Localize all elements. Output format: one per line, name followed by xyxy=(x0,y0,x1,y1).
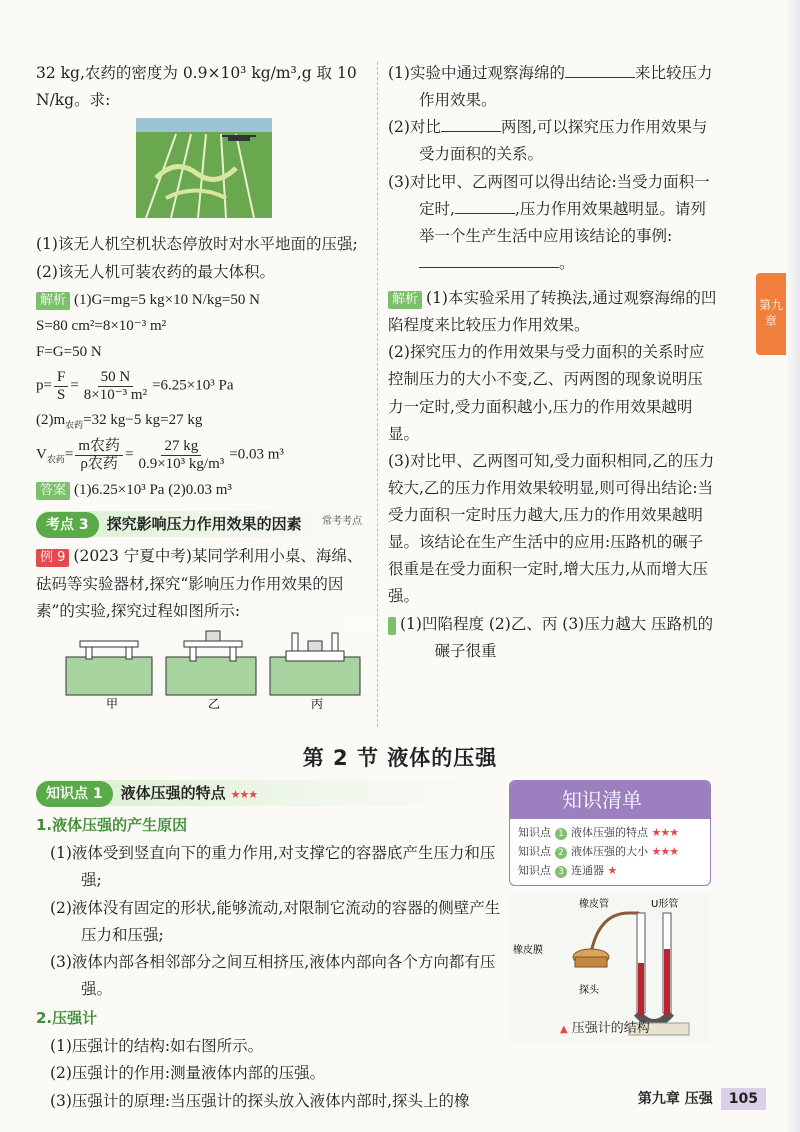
solution-line-1 xyxy=(36,286,368,313)
label-rubber-membrane: 橡皮膜 xyxy=(513,945,543,956)
example-tag: 例 9 xyxy=(36,549,69,567)
right-question-3: (3)对比甲、乙两图可以得出结论:当受力面积一定时, ,压力作用效果越明显。请列举一个生产生活中应用该结论的事例:。 xyxy=(388,172,710,272)
answer-blank-4[interactable] xyxy=(419,253,479,268)
page-edge-shadow xyxy=(786,0,800,1132)
page-number: 105 xyxy=(721,1088,766,1110)
answer-tag-right: 答案 xyxy=(388,617,396,635)
formula-lhs: p= xyxy=(36,377,52,394)
page-footer xyxy=(638,1088,766,1110)
answer-blank-3[interactable] xyxy=(455,199,515,214)
fraction-f-over-s: $\frac{F}{S}$ xyxy=(54,369,68,403)
right-analysis-1: 解析 (1)本实验采用了转换法,通过观察海绵的凹陷程度来比较压力作用效果。 xyxy=(388,289,717,335)
label-u-tube: U形管 xyxy=(651,899,679,910)
label-probe: 探头 xyxy=(579,985,599,996)
fig-label-yi: 乙 xyxy=(208,696,221,709)
right-answer: 答案 (1)凹陷程度 (2)乙、丙 (3)压力越大 压路机的碾子很重 xyxy=(345,614,714,660)
cause-3: (3)液体内部各相邻部分之间互相挤压,液体内部向各个方向都有压强。 xyxy=(49,952,496,998)
solution-line-5: $(2)m_{农药}=32$ kg−5 kg=27 kg xyxy=(36,412,203,431)
fraction-volume-values: $\frac{27 kg}{\text{0.9×10³ kg/m³}}$ xyxy=(138,438,225,472)
fig-label-bing: 丙 xyxy=(311,696,324,709)
drone-field-photo xyxy=(136,118,272,218)
answer-blank-5[interactable] xyxy=(479,253,559,268)
knowledge-row-1[interactable]: 知识点 1 液体压强的特点 ★★★ xyxy=(518,826,679,839)
question-1: (1)该无人机空机状态停放时对水平地面的压强; xyxy=(36,235,358,254)
right-analysis-2: (2)探究压力的作用效果与受力面积的关系时应控制压力的大小不变,乙、丙两图的现象说明压力一定时,受力面积越小,压力的作用效果越明显。 xyxy=(388,343,705,443)
fraction-m-over-rho: $\frac{\text{m农药}}{\text{ρ农药}}$ xyxy=(75,438,123,472)
liquid-pressure-section xyxy=(36,780,501,1115)
label-rubber-tube: 橡皮管 xyxy=(579,899,609,910)
gauge-point-3: (3)压强计的原理:当压强计的探头放入液体内部时,探头上的橡 xyxy=(49,1091,470,1110)
chapter-side-tab[interactable]: 第九章 xyxy=(756,273,786,355)
formula-result: =6.25×10³ Pa xyxy=(152,377,234,394)
right-question-2: (2)对比 两图,可以探究压力作用效果与受力面积的关系。 xyxy=(388,118,708,164)
right-analysis-3: (3)对比甲、乙两图可知,受力面积相同,乙的压力较大,乙的压力作用效果较明显,则可得出结论:当受力面积一定时压力越大,压力的作用效果越明显。该结论在生产生活中的应用:压路机的碾子很重是在受力面积一定时,增大压力,从而增大压强。 xyxy=(388,451,715,606)
solution-line-4: p= $\frac{F}{S}$ = $\frac{50 N}{\text{8×10⁻³ m²}}$ =6.25×10³ Pa xyxy=(36,369,234,403)
right-question-1: (1)实验中通过观察海绵的 来比较压力作用效果。 xyxy=(388,64,713,110)
left-column xyxy=(36,60,368,709)
analysis-tag-right: 解析 xyxy=(388,291,422,309)
solution-line-2: S=80 cm²=8×10⁻³ m² xyxy=(36,317,167,334)
section-header-zhishidian1 xyxy=(36,780,501,806)
subheading-causes: 1.液体压强的产生原因 xyxy=(36,816,188,834)
subheading-gauge: 2.压强计 xyxy=(36,1009,98,1027)
gauge-point-2: (2)压强计的作用:测量液体内部的压强。 xyxy=(49,1064,326,1083)
knowledge-pill: 知识点 1 xyxy=(36,781,113,807)
solution-line-3: F=G=50 N xyxy=(36,344,102,361)
cause-1: (1)液体受到竖直向下的重力作用,对支撑它的容器底产生压力和压强; xyxy=(49,844,496,890)
section-title: 探究影响压力作用效果的因素 xyxy=(106,515,302,534)
section-header-kaodian3 xyxy=(36,511,368,537)
importance-stars: ★★★ xyxy=(230,788,258,801)
section-note: 常考考点 xyxy=(322,516,362,528)
chapter-section-title: 第 2 节 液体的压强 xyxy=(302,746,498,770)
cause-2: (2)液体没有固定的形状,能够流动,对限制它流动的容器的侧壁产生压力和压强; xyxy=(49,898,501,944)
example-9: 例 9 (2023 宁夏中考)某同学利用小桌、海绵、砝码等实验器材,探究“影响压力作用效果的因素”的实验,探究过程如图所示: xyxy=(36,547,363,620)
section-pill: 考点 3 xyxy=(36,512,99,538)
answer-line: 答案 (1)6.25×10³ Pa (2)0.03 m³ xyxy=(36,476,368,503)
analysis-tag: 解析 xyxy=(36,292,70,310)
triangle-icon: ▲ xyxy=(560,1024,568,1035)
question-2: (2)该无人机可装农药的最大体积。 xyxy=(36,262,275,281)
problem-statement: 32 kg,农药的密度为 0.9×10³ kg/m³,g 取 10 N/kg。求: xyxy=(36,64,357,110)
solution-text: (1)G=mg=5 kg×10 N/kg=50 N xyxy=(74,291,260,308)
fig-label-jia: 甲 xyxy=(106,696,119,709)
knowledge-row-2[interactable]: 知识点 2 液体压强的大小 ★★★ xyxy=(518,845,679,858)
knowledge-list-title: 知识清单 xyxy=(510,781,710,819)
answer-blank-1[interactable] xyxy=(565,63,635,78)
answer-tag: 答案 xyxy=(36,482,70,500)
sponge-table-apparatus xyxy=(36,629,368,709)
right-column xyxy=(345,60,718,665)
gauge-point-1: (1)压强计的结构:如右图所示。 xyxy=(49,1037,264,1056)
fraction-values: $\frac{50 N}{\text{8×10⁻³ m²}}$ xyxy=(83,369,148,403)
gauge-caption: ▲ 压强计的结构 xyxy=(560,1021,650,1036)
answer-blank-2[interactable] xyxy=(441,117,501,132)
knowledge-row-3[interactable]: 知识点 3 连通器 ★ xyxy=(518,864,617,877)
solution-line-6: $V_{农药}=$ $\frac{\text{m农药}}{\text{ρ农药}}$ = $\frac{27 kg}{\text{0.9×10³ kg/m³}}$ =0.03 m³ xyxy=(36,438,284,472)
column-divider xyxy=(377,62,378,727)
knowledge-list-card xyxy=(509,780,711,886)
footer-chapter: 第九章 压强 xyxy=(637,1090,713,1107)
knowledge-title: 液体压强的特点 xyxy=(120,784,226,802)
